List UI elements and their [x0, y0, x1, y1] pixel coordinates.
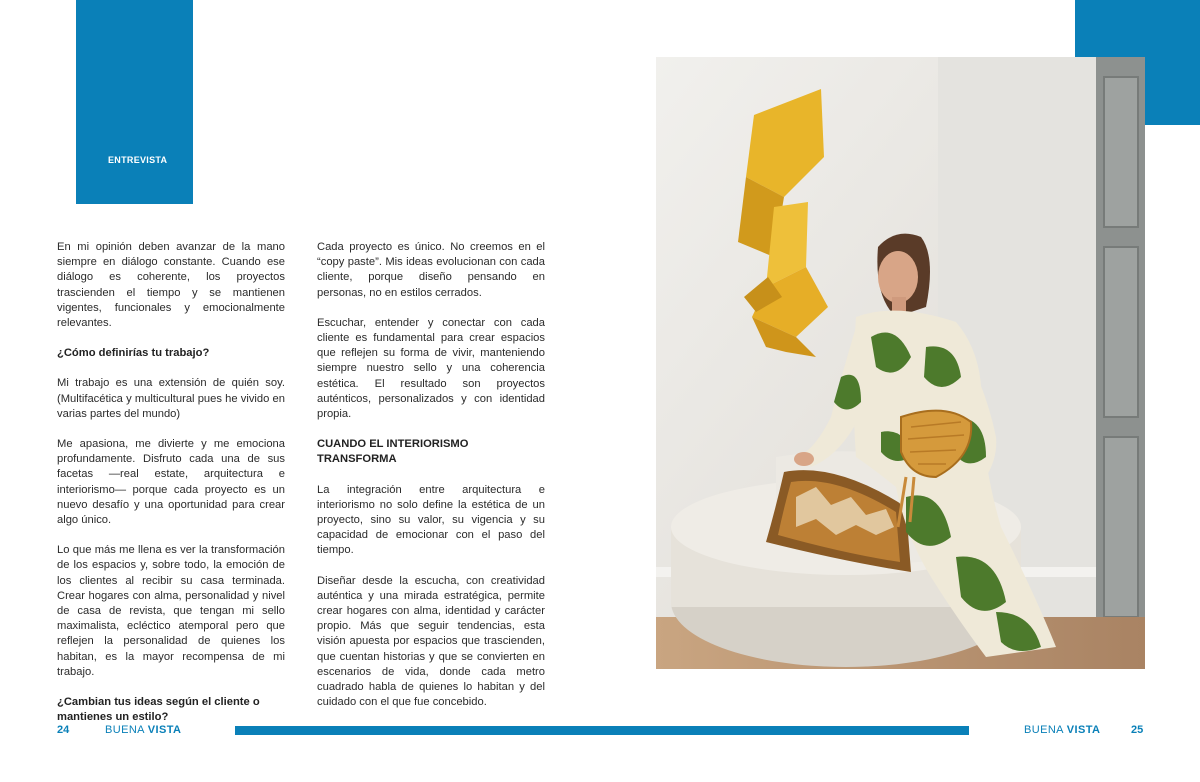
interview-question: ¿Cambian tus ideas según el cliente o mantienes un estilo?: [57, 696, 260, 724]
brand-bold: VISTA: [147, 724, 182, 736]
brand-bold: VISTA: [1066, 724, 1101, 736]
page-number-right: 25: [1131, 724, 1144, 736]
brand-light: BUENA: [105, 724, 145, 736]
paragraph: Lo que más me llena es ver la transformación de los espacios y, sobre todo, la emoción de los clientes al recibir su casa terminada. Crear hogares con alma, personalidad y nivel de casa de revista, que tengan mi sello maximalista, ecléctico atemporal pero que reflejen la personalidad de quienes los habitan, es la mayor recompensa de mi trabajo.: [57, 544, 285, 678]
interview-question: ¿Cómo definirías tu trabajo?: [57, 347, 210, 360]
section-heading: CUANDO EL INTERIORISMO TRANSFORMA: [317, 438, 469, 466]
header-accent-block: [76, 0, 193, 204]
text-column-middle: [317, 240, 545, 725]
door-panel: [1104, 247, 1138, 417]
section-label: ENTREVISTA: [108, 155, 168, 165]
text-column-left: [57, 240, 285, 740]
footer-brand-right: [1024, 724, 1100, 736]
paragraph: Diseñar desde la escucha, con creatividad auténtica y una mirada estratégica, permite crear hogares con alma, identidad y carácter propio. Más que seguir tendencias, esta visión apuesta por espacios que trascienden, que cuentan historias y que se convierten en escenarios de vida, donde cada metro cuadrado habla de quienes lo habitan y del cuidado con el que fue concebido.: [317, 574, 545, 709]
door-panel: [1104, 437, 1138, 617]
paragraph: La integración entre arquitectura e interiorismo no solo define la estética de un proyecto, sino su valor, su vigencia y su capacidad de emocionar con el paso del tiempo.: [317, 483, 545, 557]
paragraph: Me apasiona, me divierte y me emociona profundamente. Disfruto cada una de sus facetas —real estate, arquitectura e interiorismo— porque cada proyecto es un nuevo desafío y una oportunidad para crear algo único.: [57, 438, 285, 527]
interview-photo: [656, 57, 1145, 669]
footer-brand-left: [105, 724, 181, 736]
footer-bar: [235, 726, 969, 735]
door-panel: [1104, 77, 1138, 227]
page-number-left: 24: [57, 724, 70, 736]
paragraph: En mi opinión deben avanzar de la mano siempre en diálogo constante. Cuando ese diálogo es coherente, los proyectos trascienden el tiempo y se mantienen vigentes, funcionales y emocionalmente relevantes.: [57, 241, 285, 330]
paragraph: Escuchar, entender y conectar con cada cliente es fundamental para crear espacios que reflejen su forma de vivir, manteniendo siempre nuestro sello y una coherencia estética. El resultado son proyectos auténticos, personalizados y con identidad propia.: [317, 316, 545, 421]
brand-light: BUENA: [1024, 724, 1064, 736]
paragraph: Cada proyecto es único. No creemos en el “copy paste”. Mis ideas evolucionan con cada cliente, porque diseño pensando en personas, no en estilos cerrados.: [317, 241, 545, 299]
paragraph: Mi trabajo es una extensión de quién soy. (Multifacética y multicultural pues he vivido en varias partes del mundo): [57, 377, 285, 420]
